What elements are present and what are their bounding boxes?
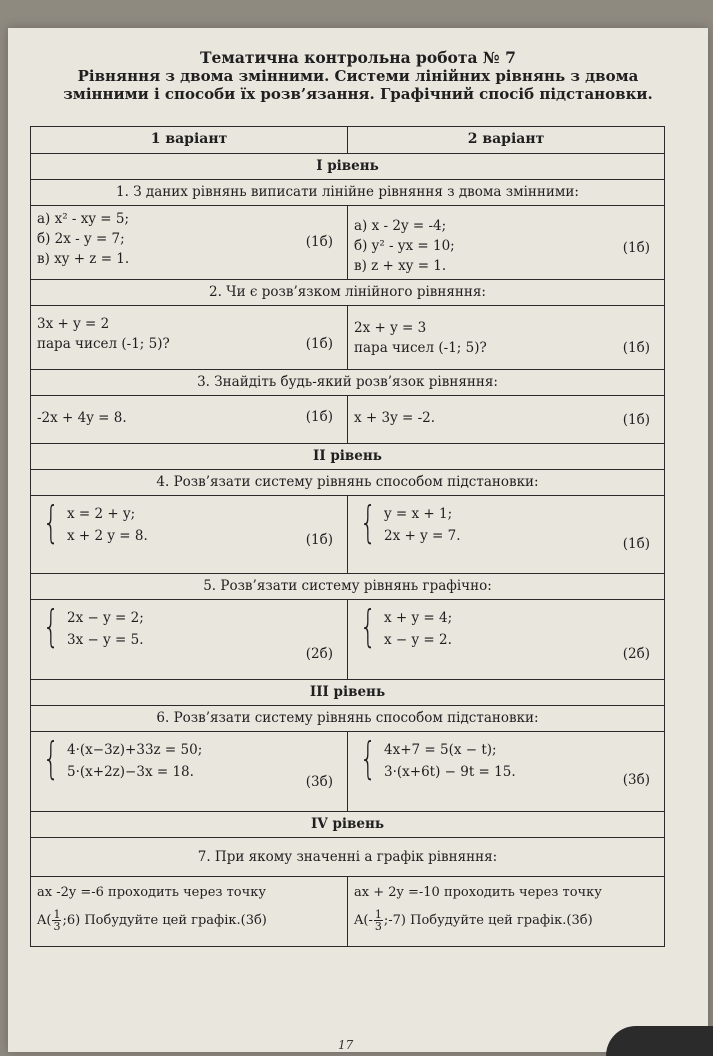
task-4-v1-eq1: x = 2 + y; [67,506,136,522]
variant-1-header: 1 варіант [150,131,228,147]
task-7-row [31,876,664,946]
task-7-v1-line1: ax -2y =-6 проходить через точку [37,885,266,900]
task-4-v2-system [354,497,658,548]
task-7-v1-point-close: ;6) [62,913,81,928]
task-1-row [31,205,664,279]
task-5-v1-eq2: 3x − y = 5. [67,632,144,648]
task-7-v1-numerator: 1 [53,908,61,921]
task-6-v2-eq2: 3·(x+6t) − 9t = 15. [384,764,516,780]
brace-icon: { [42,497,60,548]
task-5-v1-system [37,601,341,652]
page-number: 17 [338,1038,354,1052]
task-4-variant-1 [31,496,347,573]
task-2-v1-equation: 3x + y = 2 [37,316,110,332]
task-7-variant-1 [31,877,347,946]
task-1-v1-item-c: в) xy + z = 1. [37,251,130,267]
task-5-variant-1 [31,600,347,679]
brace-icon: { [359,497,377,548]
task-2-variant-2 [347,306,664,369]
task-2-variant-1 [31,306,347,369]
brace-icon: { [359,733,377,784]
task-1-v2-score: (1б) [622,240,650,256]
task-5-v1-eq1: 2x − y = 2; [67,610,144,626]
task-6-v2-score: (3б) [622,772,650,788]
task-4-v2-score: (1б) [622,536,650,552]
page-title: Тематична контрольна робота № 7 [200,48,516,67]
task-6-v2-system [354,733,658,784]
task-6-title: 6. Розв’язати систему рівнянь способом підстановки: [31,705,664,731]
task-4-v1-eq2: x + 2 y = 8. [67,528,148,544]
brace-icon: { [42,601,60,652]
task-1-v2-item-a: а) x - 2y = -4; [354,218,447,234]
level-4-heading: IV рівень [31,811,664,837]
task-7-v2-instruction: Побудуйте цей графік.(3б) [410,913,593,928]
task-5-title: 5. Розв’язати систему рівнянь графічно: [31,573,664,599]
task-7-v2-line1: ax + 2y =-10 проходить через точку [354,885,602,900]
task-4-title: 4. Розв’язати систему рівнянь способом підстановки: [31,469,664,495]
task-5-v2-score: (2б) [622,646,650,662]
variants-row [31,127,664,153]
task-1-v1-item-b: б) 2x - y = 7; [37,231,125,247]
task-2-v2-equation: 2x + y = 3 [354,320,427,336]
task-7-title: 7. При якому значенні a графік рівняння: [31,837,664,876]
task-5-row [31,599,664,679]
task-5-v2-eq1: x + y = 4; [384,610,453,626]
task-1-v2-item-b: б) y² - yx = 10; [354,238,455,254]
task-2-v2-question: пара чисел (-1; 5)? [354,340,487,356]
task-1-v2-item-c: в) z + xy = 1. [354,258,447,274]
task-1-variant-1 [31,206,347,279]
task-7-v2-numerator: 1 [374,908,382,921]
task-3-v1-equation: -2x + 4y = 8. [37,410,127,426]
task-5-v2-eq2: x − y = 2. [384,632,452,648]
task-3-v2-equation: x + 3y = -2. [354,410,436,426]
task-6-row [31,731,664,811]
task-7-v2-point-open: A(- [354,913,373,928]
task-4-v2-eq1: y = x + 1; [384,506,453,522]
task-7-v2-line2 [354,909,658,932]
task-6-variant-1 [31,732,347,811]
task-3-v1-score: (1б) [305,409,333,425]
task-3-variant-1 [31,396,347,443]
task-3-variant-2 [347,396,664,443]
task-3-row [31,395,664,443]
task-7-v1-line2 [37,909,341,932]
level-1-heading: I рівень [31,153,664,179]
tasks-table [30,126,665,947]
task-1-v1-score: (1б) [305,234,333,250]
level-3-heading: III рівень [31,679,664,705]
task-2-v1-score: (1б) [305,336,333,352]
task-6-v1-score: (3б) [305,774,333,790]
task-7-v1-instruction: Побудуйте цей графік.(3б) [84,913,267,928]
task-2-v1-question: пара чисел (-1; 5)? [37,336,170,352]
task-4-v2-eq2: 2x + y = 7. [384,528,461,544]
brace-icon: { [359,601,377,652]
task-4-v1-system [37,497,341,548]
task-7-variant-2 [347,877,664,946]
brace-icon: { [42,733,60,784]
task-2-title: 2. Чи є розв’язком лінійного рівняння: [31,279,664,305]
task-6-v2-eq1: 4x+7 = 5(x − t); [384,742,497,758]
task-1-v1-item-a: а) x² - xy = 5; [37,211,130,227]
header [28,48,688,103]
worksheet-page [8,28,708,1052]
task-7-v2-point-close: ;-7) [383,913,406,928]
task-7-v1-fraction [52,909,61,932]
task-4-variant-2 [347,496,664,573]
page-subtitle-line2: змінними і способи їх розв’язання. Графічний спосіб підстановки. [63,85,653,103]
task-5-v2-system [354,601,658,652]
task-1-variant-2 [347,206,664,279]
task-2-v2-score: (1б) [622,340,650,356]
task-6-variant-2 [347,732,664,811]
task-1-title: 1. З даних рівнянь виписати лінійне рівняння з двома змінними: [31,179,664,205]
task-6-v1-system [37,733,341,784]
task-3-title: 3. Знайдіть будь-який розв’язок рівняння: [31,369,664,395]
variant-2-header: 2 варіант [347,127,664,153]
task-5-v1-score: (2б) [305,646,333,662]
task-4-row [31,495,664,573]
task-7-v2-fraction [374,909,383,932]
task-3-v2-score: (1б) [622,412,650,428]
task-6-v1-eq2: 5·(x+2z)−3x = 18. [67,764,194,780]
task-2-row [31,305,664,369]
level-2-heading: II рівень [31,443,664,469]
task-7-v2-denominator: 3 [374,920,382,933]
task-6-v1-eq1: 4·(x−3z)+33z = 50; [67,742,203,758]
task-4-v1-score: (1б) [305,532,333,548]
task-5-variant-2 [347,600,664,679]
task-7-v1-denominator: 3 [53,920,61,933]
task-7-v1-point-open: A( [37,913,52,928]
page-subtitle-line1: Рівняння з двома змінними. Системи лінійних рівнянь з двома [77,67,639,85]
